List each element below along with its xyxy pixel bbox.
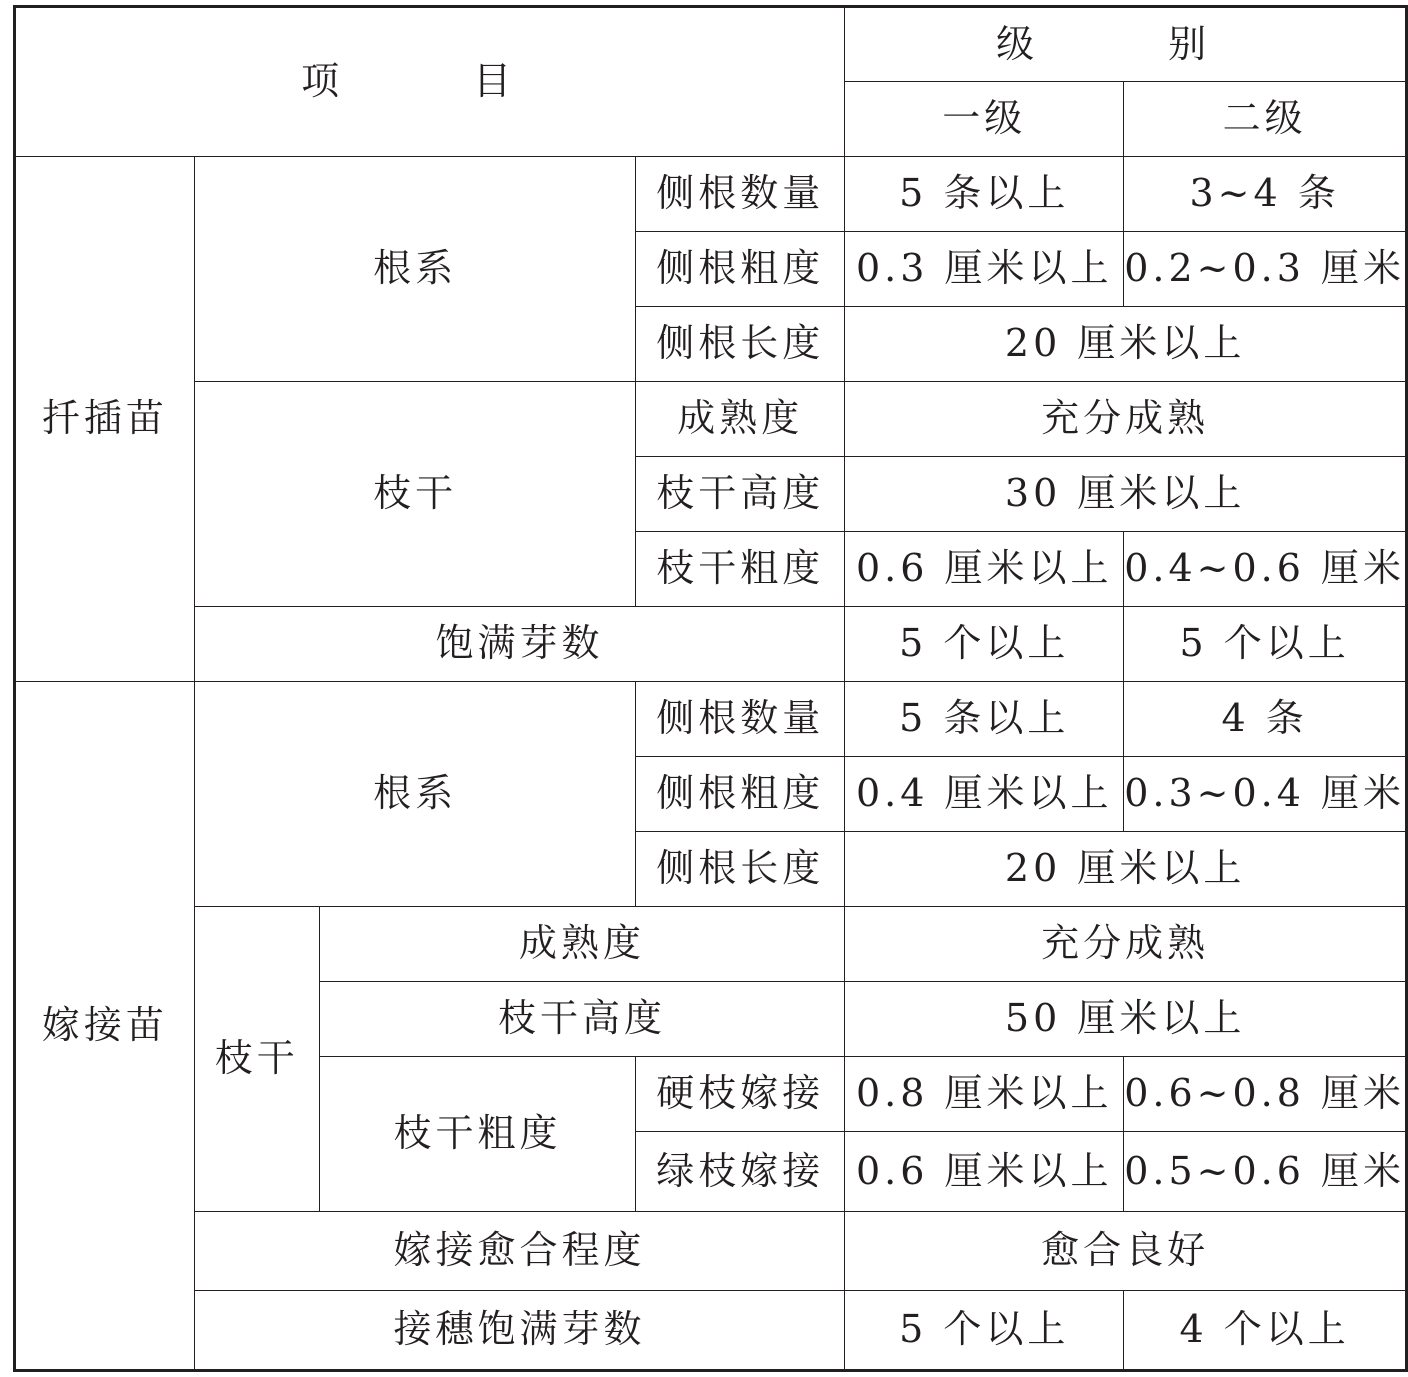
cutting-lateral-thickness-g2: 0.2~0.3 厘米	[1124, 232, 1407, 307]
cutting-root-label: 根系	[194, 157, 635, 382]
cutting-lateral-count-label: 侧根数量	[636, 157, 845, 232]
cutting-lateral-length-label: 侧根长度	[636, 307, 845, 382]
cutting-lateral-count-g1: 5 条以上	[845, 157, 1124, 232]
cutting-lateral-thickness-label: 侧根粗度	[636, 232, 845, 307]
header-item: 项 目	[15, 7, 845, 157]
cutting-stem-thickness-g2: 0.4~0.6 厘米	[1124, 532, 1407, 607]
cutting-maturity-label: 成熟度	[636, 382, 845, 457]
grafted-stem-label: 枝干	[194, 907, 319, 1212]
grafted-lateral-count-g1: 5 条以上	[845, 682, 1124, 757]
grafted-greenwood-label: 绿枝嫁接	[636, 1132, 845, 1212]
grafted-lateral-count-g2: 4 条	[1124, 682, 1407, 757]
grafted-maturity-value: 充分成熟	[845, 907, 1407, 982]
header-grade1: 一级	[845, 82, 1124, 157]
cutting-lateral-thickness-g1: 0.3 厘米以上	[845, 232, 1124, 307]
grafted-greenwood-g2: 0.5~0.6 厘米	[1124, 1132, 1407, 1212]
cutting-stem-height-value: 30 厘米以上	[845, 457, 1407, 532]
header-grade2: 二级	[1124, 82, 1407, 157]
grafted-lateral-count-label: 侧根数量	[636, 682, 845, 757]
table-row	[15, 382, 1407, 457]
cutting-buds-g2: 5 个以上	[1124, 607, 1407, 682]
grafted-union-value: 愈合良好	[845, 1212, 1407, 1291]
category-grafted: 嫁接苗	[15, 682, 195, 1371]
table-row	[15, 1212, 1407, 1291]
cutting-stem-height-label: 枝干高度	[636, 457, 845, 532]
cutting-lateral-length-value: 20 厘米以上	[845, 307, 1407, 382]
cutting-buds-label: 饱满芽数	[194, 607, 844, 682]
cutting-stem-thickness-label: 枝干粗度	[636, 532, 845, 607]
grafted-greenwood-g1: 0.6 厘米以上	[845, 1132, 1124, 1212]
table-row	[15, 682, 1407, 757]
cutting-buds-g1: 5 个以上	[845, 607, 1124, 682]
seedling-grade-table	[13, 5, 1408, 1372]
grafted-stem-height-label: 枝干高度	[319, 982, 844, 1057]
grafted-scion-buds-g2: 4 个以上	[1124, 1291, 1407, 1371]
cutting-stem-thickness-g1: 0.6 厘米以上	[845, 532, 1124, 607]
grafted-lateral-thickness-g1: 0.4 厘米以上	[845, 757, 1124, 832]
grafted-lateral-length-value: 20 厘米以上	[845, 832, 1407, 907]
grafted-root-label: 根系	[194, 682, 635, 907]
header-grade: 级 别	[845, 7, 1407, 82]
grafted-hardwood-label: 硬枝嫁接	[636, 1057, 845, 1132]
grafted-lateral-thickness-label: 侧根粗度	[636, 757, 845, 832]
grafted-union-label: 嫁接愈合程度	[194, 1212, 844, 1291]
grafted-hardwood-g2: 0.6~0.8 厘米	[1124, 1057, 1407, 1132]
grafted-scion-buds-g1: 5 个以上	[845, 1291, 1124, 1371]
category-cutting: 扦插苗	[15, 157, 195, 682]
grafted-stem-thickness-label: 枝干粗度	[319, 1057, 636, 1212]
grafted-stem-height-value: 50 厘米以上	[845, 982, 1407, 1057]
table-row	[15, 157, 1407, 232]
table-row	[15, 907, 1407, 982]
cutting-stem-label: 枝干	[194, 382, 635, 607]
table-row	[15, 1291, 1407, 1371]
header-row	[15, 7, 1407, 82]
grafted-lateral-length-label: 侧根长度	[636, 832, 845, 907]
grafted-maturity-label: 成熟度	[319, 907, 844, 982]
grafted-scion-buds-label: 接穗饱满芽数	[194, 1291, 844, 1371]
cutting-maturity-value: 充分成熟	[845, 382, 1407, 457]
grafted-lateral-thickness-g2: 0.3~0.4 厘米	[1124, 757, 1407, 832]
cutting-lateral-count-g2: 3~4 条	[1124, 157, 1407, 232]
table-row	[15, 607, 1407, 682]
grafted-hardwood-g1: 0.8 厘米以上	[845, 1057, 1124, 1132]
